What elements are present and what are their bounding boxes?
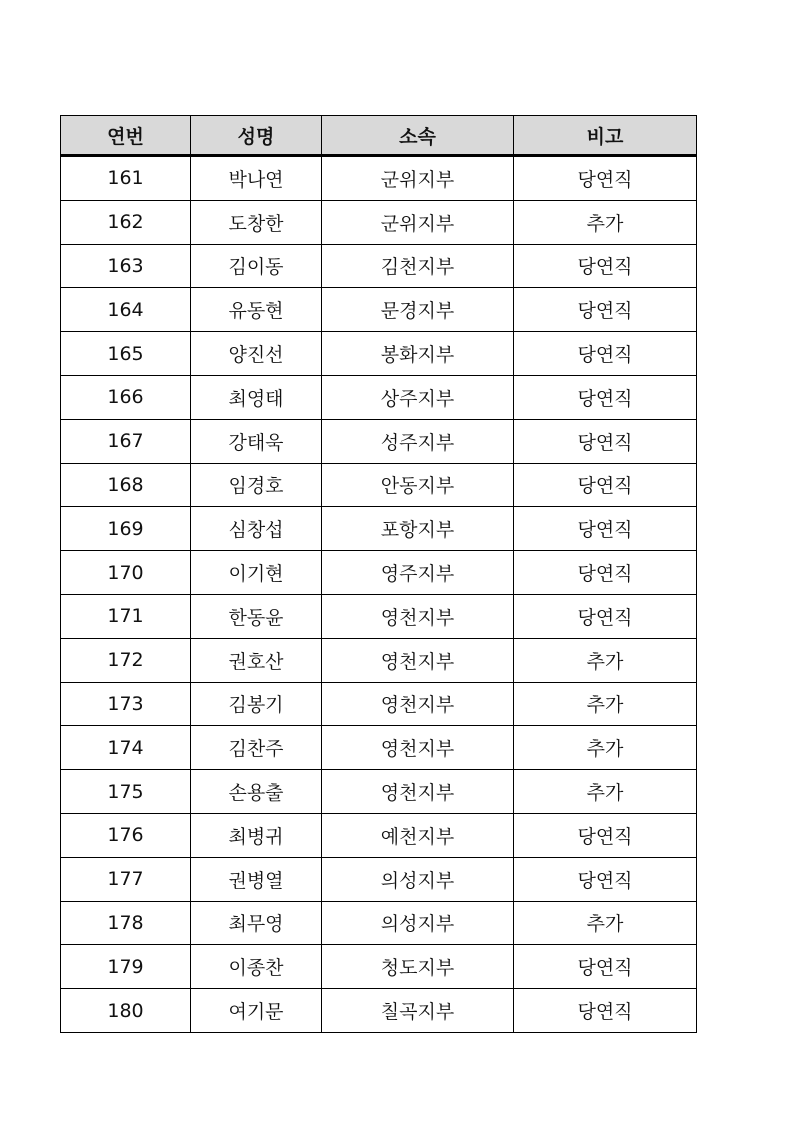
cell-remarks: 당연직 [514,244,697,288]
cell-number: 169 [61,507,191,551]
table-row [61,594,697,638]
cell-remarks: 추가 [514,200,697,244]
cell-name: 강태욱 [191,419,322,463]
cell-number: 179 [61,945,191,989]
table-row [61,463,697,507]
cell-number: 168 [61,463,191,507]
cell-number: 166 [61,375,191,419]
cell-name: 심창섭 [191,507,322,551]
table-row [61,507,697,551]
header-remarks: 비고 [514,116,697,156]
cell-affiliation: 성주지부 [322,419,514,463]
cell-remarks: 당연직 [514,551,697,595]
cell-remarks: 추가 [514,901,697,945]
cell-name: 김이동 [191,244,322,288]
cell-number: 163 [61,244,191,288]
cell-affiliation: 군위지부 [322,156,514,201]
cell-remarks: 당연직 [514,332,697,376]
table-row [61,901,697,945]
cell-number: 172 [61,638,191,682]
cell-number: 165 [61,332,191,376]
cell-affiliation: 영천지부 [322,682,514,726]
cell-remarks: 추가 [514,726,697,770]
cell-affiliation: 청도지부 [322,945,514,989]
cell-affiliation: 군위지부 [322,200,514,244]
cell-affiliation: 포항지부 [322,507,514,551]
cell-remarks: 추가 [514,682,697,726]
cell-remarks: 당연직 [514,375,697,419]
cell-number: 177 [61,857,191,901]
cell-affiliation: 예천지부 [322,813,514,857]
table-row [61,857,697,901]
cell-remarks: 당연직 [514,594,697,638]
cell-name: 한동윤 [191,594,322,638]
table-row [61,156,697,201]
cell-number: 173 [61,682,191,726]
cell-name: 양진선 [191,332,322,376]
cell-name: 최병귀 [191,813,322,857]
cell-remarks: 당연직 [514,419,697,463]
cell-name: 손용출 [191,770,322,814]
table-row [61,638,697,682]
cell-remarks: 당연직 [514,989,697,1033]
cell-name: 도창한 [191,200,322,244]
table-row [61,989,697,1033]
cell-number: 167 [61,419,191,463]
cell-remarks: 당연직 [514,945,697,989]
cell-name: 이기현 [191,551,322,595]
cell-affiliation: 영천지부 [322,594,514,638]
cell-affiliation: 김천지부 [322,244,514,288]
header-name: 성명 [191,116,322,156]
cell-name: 김봉기 [191,682,322,726]
table-row [61,244,697,288]
table-row [61,332,697,376]
cell-name: 권병열 [191,857,322,901]
cell-affiliation: 영주지부 [322,551,514,595]
cell-remarks: 당연직 [514,507,697,551]
cell-number: 164 [61,288,191,332]
member-table [60,115,697,1033]
cell-affiliation: 봉화지부 [322,332,514,376]
cell-name: 최무영 [191,901,322,945]
cell-number: 162 [61,200,191,244]
table-row [61,813,697,857]
header-affiliation: 소속 [322,116,514,156]
cell-number: 171 [61,594,191,638]
table-row [61,200,697,244]
table-row [61,375,697,419]
cell-name: 유동현 [191,288,322,332]
table-row [61,726,697,770]
cell-affiliation: 안동지부 [322,463,514,507]
cell-number: 161 [61,156,191,201]
table-row [61,945,697,989]
cell-affiliation: 상주지부 [322,375,514,419]
cell-name: 여기문 [191,989,322,1033]
cell-name: 박나연 [191,156,322,201]
cell-number: 180 [61,989,191,1033]
cell-affiliation: 영천지부 [322,726,514,770]
cell-affiliation: 문경지부 [322,288,514,332]
cell-remarks: 당연직 [514,813,697,857]
cell-number: 174 [61,726,191,770]
cell-remarks: 추가 [514,638,697,682]
cell-number: 170 [61,551,191,595]
cell-remarks: 추가 [514,770,697,814]
table-header-row [61,116,697,156]
header-number: 연번 [61,116,191,156]
cell-number: 178 [61,901,191,945]
cell-name: 김찬주 [191,726,322,770]
cell-number: 176 [61,813,191,857]
cell-remarks: 당연직 [514,463,697,507]
cell-name: 이종찬 [191,945,322,989]
cell-affiliation: 영천지부 [322,638,514,682]
table-row [61,551,697,595]
cell-name: 임경호 [191,463,322,507]
table-row [61,288,697,332]
cell-remarks: 당연직 [514,156,697,201]
cell-name: 권호산 [191,638,322,682]
cell-affiliation: 칠곡지부 [322,989,514,1033]
table-row [61,419,697,463]
cell-name: 최영태 [191,375,322,419]
cell-number: 175 [61,770,191,814]
cell-remarks: 당연직 [514,857,697,901]
cell-remarks: 당연직 [514,288,697,332]
cell-affiliation: 의성지부 [322,857,514,901]
cell-affiliation: 영천지부 [322,770,514,814]
cell-affiliation: 의성지부 [322,901,514,945]
table-body [61,156,697,1033]
table-row [61,770,697,814]
table-row [61,682,697,726]
